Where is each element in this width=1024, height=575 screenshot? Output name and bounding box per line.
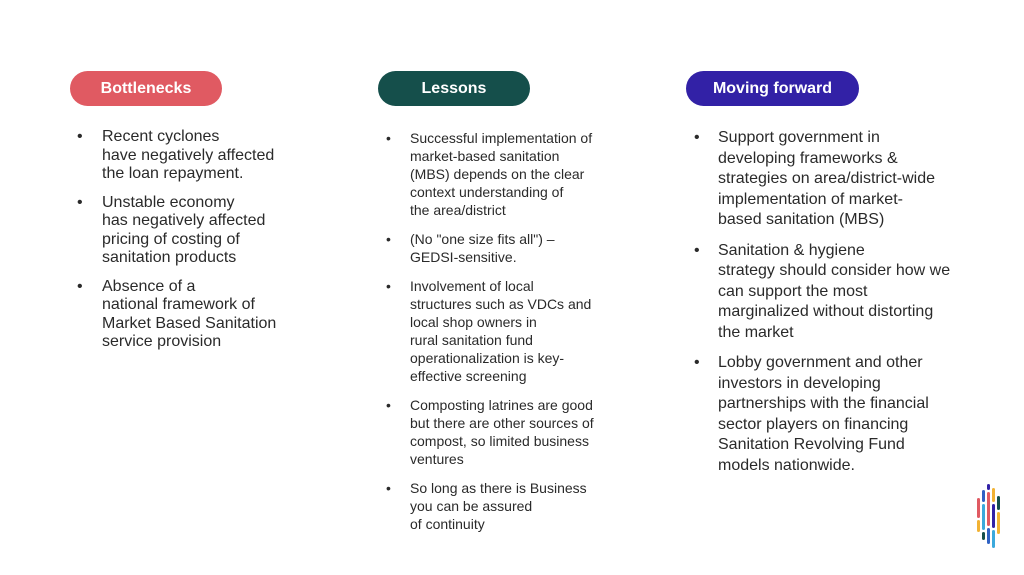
bullet-line: • Composting latrines are good: [410, 397, 593, 413]
bullet-line: Market Based Sanitation: [102, 314, 277, 332]
bottleneck-item: [102, 194, 302, 268]
bullet-line: operationalization is key-: [410, 350, 565, 366]
bullet-line: rural sanitation fund: [410, 332, 533, 348]
lesson-item: [410, 277, 615, 385]
bottlenecks-header: Bottlenecks: [70, 71, 222, 106]
bullet-line: • Unstable economy: [102, 193, 235, 211]
bullet-line: • Support government in: [718, 129, 880, 146]
moving-forward-item: [718, 241, 978, 344]
bottleneck-item: [102, 128, 302, 184]
bullet-line: • (No "one size fits all") –: [410, 231, 555, 247]
moving-forward-item: [718, 353, 978, 476]
bullet-line: strategies on area/district-wide: [718, 170, 935, 187]
lessons-header: Lessons: [378, 71, 530, 106]
bullet-line: local shop owners in: [410, 314, 537, 330]
lesson-item: [410, 230, 615, 266]
bullet-line: • Sanitation & hygiene: [718, 241, 865, 259]
bullet-line: pricing of costing of: [102, 230, 240, 248]
bullet-line: compost, so limited business: [410, 433, 589, 449]
lesson-item: [410, 479, 615, 533]
bullet-line: • So long as there is Business: [410, 480, 587, 496]
bullet-line: the market: [718, 323, 794, 341]
bullet-line: • Involvement of local: [410, 278, 534, 294]
bullet-line: • Lobby government and other: [718, 354, 923, 371]
bullet-line: Sanitation Revolving Fund: [718, 436, 905, 453]
bullet-line: based sanitation (MBS): [718, 211, 885, 228]
bullet-line: but there are other sources of: [410, 415, 594, 431]
bullet-line: developing frameworks &: [718, 149, 898, 167]
bullet-line: investors in developing: [718, 374, 881, 392]
lessons-list: [410, 129, 615, 544]
bottleneck-item: [102, 278, 302, 352]
bullet-line: implementation of market-: [718, 190, 903, 208]
bullet-line: market-based sanitation: [410, 148, 560, 164]
bottlenecks-list: [102, 128, 302, 362]
bullet-line: sanitation products: [102, 249, 237, 266]
bullet-line: sector players on financing: [718, 415, 909, 433]
striped-bars-logo: [974, 482, 1004, 550]
bullet-line: context understanding of: [410, 184, 564, 200]
bullet-line: can support the most: [718, 282, 868, 300]
bullet-line: have negatively affected: [102, 146, 275, 164]
bullet-line: service provision: [102, 333, 222, 350]
bullet-line: • Recent cyclones: [102, 128, 220, 145]
bullet-line: (MBS) depends on the clear: [410, 166, 585, 182]
bullet-line: models nationwide.: [718, 456, 855, 474]
bullet-line: • Successful implementation of: [410, 130, 593, 146]
bullet-line: • Absence of a: [102, 277, 196, 295]
bullet-line: you can be assured: [410, 498, 533, 514]
bullet-line: partnerships with the financial: [718, 395, 929, 412]
bullet-line: effective screening: [410, 368, 527, 384]
moving-forward-header: Moving forward: [686, 71, 859, 106]
moving-forward-item: [718, 128, 978, 231]
bullet-line: GEDSI-sensitive.: [410, 249, 517, 265]
bullet-line: structures such as VDCs and: [410, 296, 592, 312]
bullet-line: has negatively affected: [102, 212, 266, 229]
bullet-line: ventures: [410, 451, 464, 467]
moving-forward-list: [718, 128, 978, 486]
bullet-line: marginalized without distorting: [718, 303, 934, 320]
bullet-line: of continuity: [410, 516, 485, 532]
lesson-item: [410, 396, 615, 468]
lesson-item: [410, 129, 615, 219]
bullet-line: the loan repayment.: [102, 165, 244, 182]
bullet-line: the area/district: [410, 202, 506, 218]
bullet-line: national framework of: [102, 296, 255, 313]
bullet-line: strategy should consider how we: [718, 262, 951, 279]
